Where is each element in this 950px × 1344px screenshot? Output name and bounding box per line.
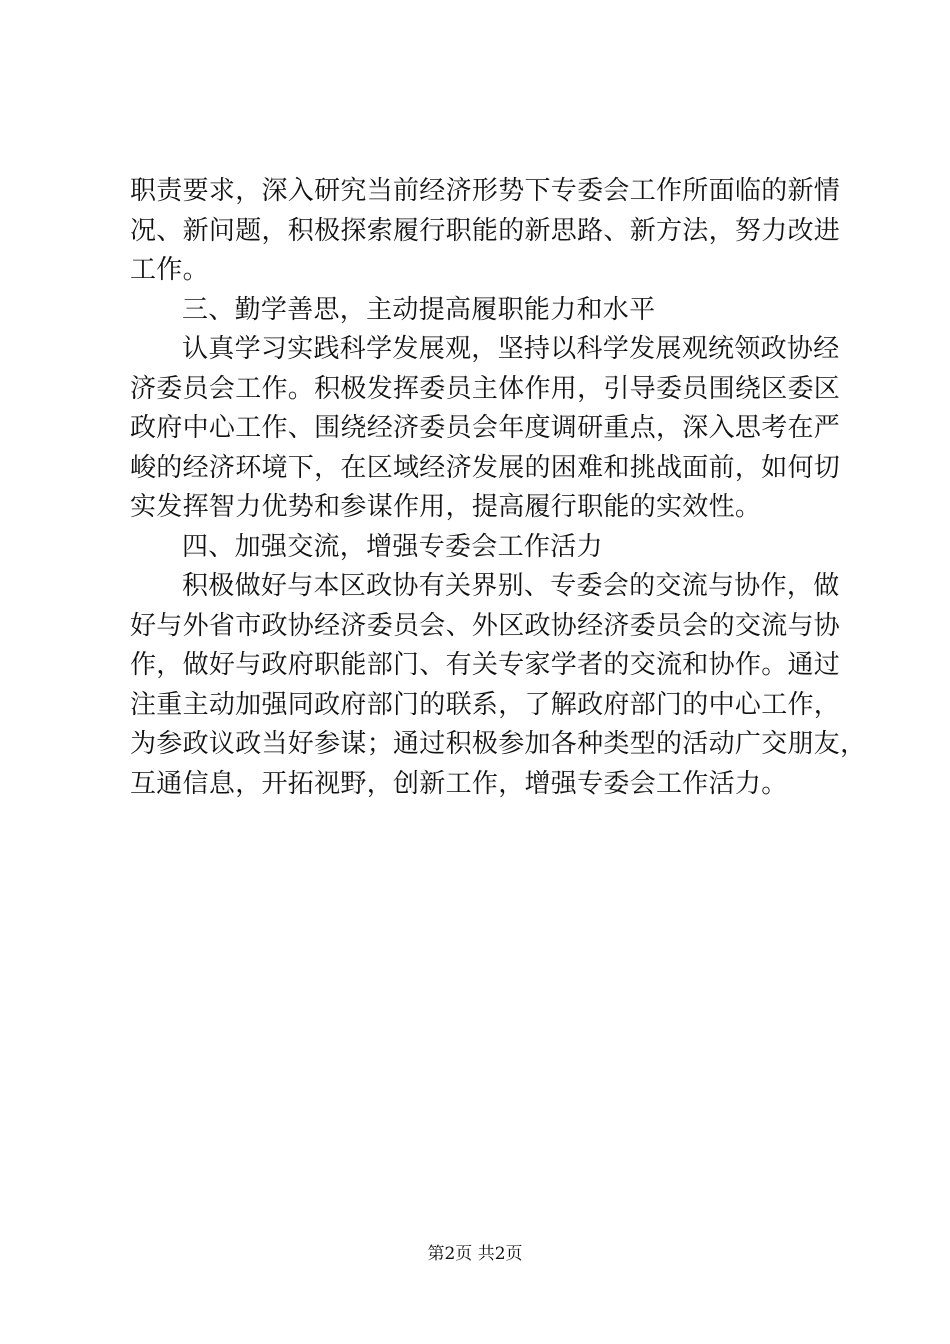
document-body	[130, 172, 867, 804]
text-line: 峻的经济环境下，在区域经济发展的困难和挑战面前，如何切	[130, 452, 841, 483]
text-line: 况、新问题，积极探索履行职能的新思路、新方法，努力改进	[130, 215, 841, 246]
text-line: 职责要求，深入研究当前经济形势下专委会工作所面临的新情	[130, 176, 841, 206]
text-line: 济委员会工作。积极发挥委员主体作用，引导委员围绕区委区	[130, 373, 841, 404]
text-line: 积极做好与本区政协有关界别、专委会的交流与协作，做	[182, 571, 840, 601]
text-line: 政府中心工作、围绕经济委员会年度调研重点，深入思考在严	[130, 413, 841, 443]
text-line: 注重主动加强同政府部门的联系，了解政府部门的中心工作，	[130, 689, 841, 720]
text-line: 实发挥智力优势和参谋作用，提高履行职能的实效性。	[130, 492, 762, 522]
paragraph-section-3	[130, 330, 841, 528]
text-line: 好与外省市政协经济委员会、外区政协经济委员会的交流与协	[130, 610, 841, 641]
page-number-footer: 第2页 共2页	[427, 1244, 523, 1264]
paragraph-section-4	[130, 567, 867, 804]
text-line: 互通信息，开拓视野，创新工作，增强专委会工作活力。	[130, 768, 788, 799]
section-heading-3: 三、勤学善思，主动提高履职能力和水平	[182, 294, 656, 325]
text-line: 为参政议政当好参谋；通过积极参加各种类型的活动广交朋友，	[130, 729, 867, 759]
text-line: 认真学习实践科学发展观，坚持以科学发展观统领政协经	[182, 334, 840, 364]
paragraph-continuation	[130, 172, 841, 291]
text-line: 工作。	[130, 255, 209, 285]
section-heading-4: 四、加强交流，增强专委会工作活力	[182, 531, 603, 562]
text-line: 作，做好与政府职能部门、有关专家学者的交流和协作。通过	[130, 650, 841, 680]
